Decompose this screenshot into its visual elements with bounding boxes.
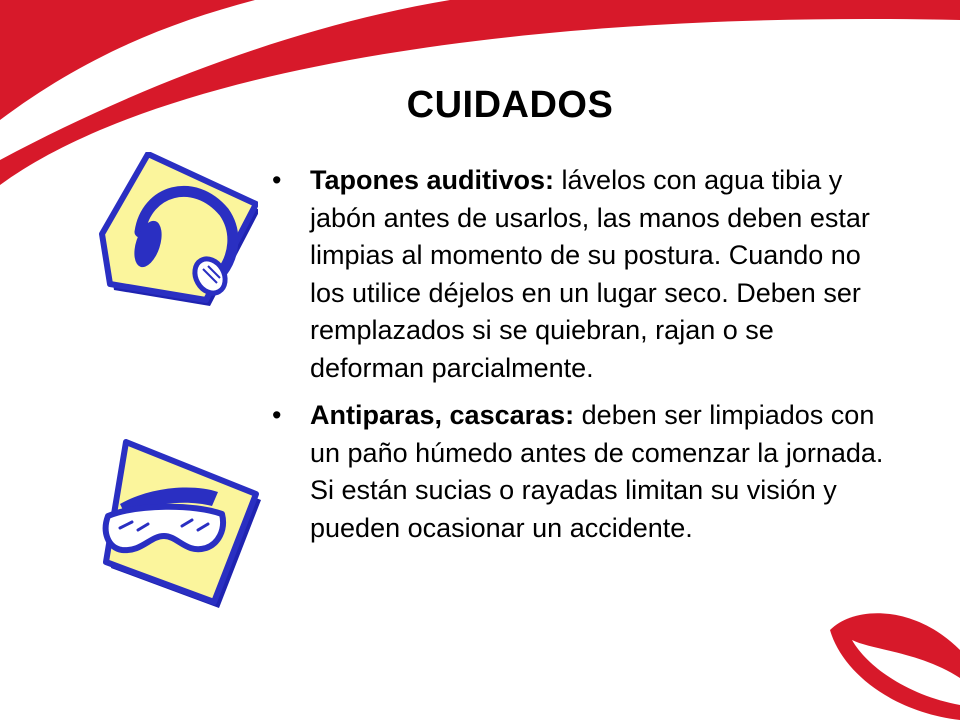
- bullet-term: Antiparas, cascaras:: [310, 400, 575, 430]
- slide-title: CUIDADOS: [406, 84, 614, 126]
- bullet-text: deben ser limpiados con un paño húmedo antes de comenzar la jornada. Si están sucias o rayadas limitan su visión y pueden ocasionar un accidente.: [310, 400, 884, 543]
- bullet-dot: •: [272, 400, 282, 430]
- safety-goggles-icon: [86, 432, 272, 608]
- bullet-list: [272, 162, 892, 547]
- bullet-item-tapones-auditivos: [272, 162, 892, 387]
- bullet-dot: •: [272, 165, 282, 195]
- headphones-icon: [62, 152, 258, 316]
- bullet-text: lávelos con agua tibia y jabón antes de usarlos, las manos deben estar limpias al momento de su postura. Cuando no los utilice déjelos en un lugar seco. Deben ser remplazados si se quiebran, rajan o se deforman parcialmente.: [310, 165, 870, 383]
- bullet-term: Tapones auditivos:: [310, 165, 555, 195]
- bullet-item-antiparas-cascaras: [272, 397, 892, 547]
